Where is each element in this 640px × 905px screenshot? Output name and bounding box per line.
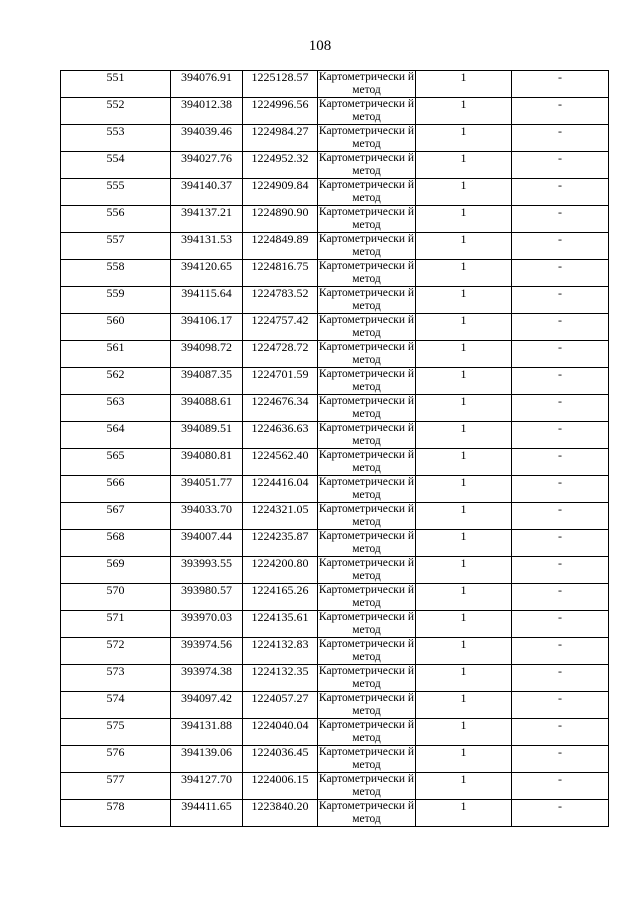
table-row bbox=[61, 665, 609, 692]
precision-cell: 1 bbox=[416, 800, 512, 827]
precision-cell: 1 bbox=[416, 125, 512, 152]
table-row bbox=[61, 449, 609, 476]
precision-cell: 1 bbox=[416, 476, 512, 503]
x-coordinate-cell: 394039.46 bbox=[171, 125, 243, 152]
x-coordinate-cell: 394115.64 bbox=[171, 287, 243, 314]
y-coordinate-cell: 1224996.56 bbox=[243, 98, 318, 125]
table-row bbox=[61, 206, 609, 233]
table-row bbox=[61, 368, 609, 395]
method-cell: Картометрически й метод bbox=[318, 692, 415, 717]
method-cell: Картометрически й метод bbox=[318, 746, 415, 771]
y-coordinate-cell: 1224952.32 bbox=[243, 152, 318, 179]
y-coordinate-cell: 1223840.20 bbox=[243, 800, 318, 827]
note-cell: - bbox=[512, 368, 609, 395]
table-row bbox=[61, 125, 609, 152]
method-cell: Картометрически й метод bbox=[318, 179, 415, 204]
x-coordinate-cell: 394140.37 bbox=[171, 179, 243, 206]
precision-cell: 1 bbox=[416, 71, 512, 98]
table-row bbox=[61, 476, 609, 503]
precision-cell: 1 bbox=[416, 719, 512, 746]
method-cell: Картометрически й метод bbox=[318, 314, 415, 339]
point-number-cell: 551 bbox=[61, 71, 171, 98]
method-cell: Картометрически й метод bbox=[318, 125, 415, 150]
precision-cell: 1 bbox=[416, 368, 512, 395]
method-cell: Картометрически й метод bbox=[318, 557, 415, 582]
point-number-cell: 559 bbox=[61, 287, 171, 314]
table-row bbox=[61, 71, 609, 98]
y-coordinate-cell: 1224416.04 bbox=[243, 476, 318, 503]
note-cell: - bbox=[512, 584, 609, 611]
x-coordinate-cell: 394098.72 bbox=[171, 341, 243, 368]
point-number-cell: 566 bbox=[61, 476, 171, 503]
y-coordinate-cell: 1224636.63 bbox=[243, 422, 318, 449]
x-coordinate-cell: 394127.70 bbox=[171, 773, 243, 800]
x-coordinate-cell: 394089.51 bbox=[171, 422, 243, 449]
table-row bbox=[61, 233, 609, 260]
precision-cell: 1 bbox=[416, 584, 512, 611]
precision-cell: 1 bbox=[416, 179, 512, 206]
y-coordinate-cell: 1224909.84 bbox=[243, 179, 318, 206]
point-number-cell: 577 bbox=[61, 773, 171, 800]
x-coordinate-cell: 394120.65 bbox=[171, 260, 243, 287]
note-cell: - bbox=[512, 152, 609, 179]
point-number-cell: 571 bbox=[61, 611, 171, 638]
note-cell: - bbox=[512, 611, 609, 638]
method-cell: Картометрически й метод bbox=[318, 341, 415, 366]
note-cell: - bbox=[512, 287, 609, 314]
note-cell: - bbox=[512, 314, 609, 341]
table-row bbox=[61, 152, 609, 179]
x-coordinate-cell: 393974.38 bbox=[171, 665, 243, 692]
note-cell: - bbox=[512, 557, 609, 584]
y-coordinate-cell: 1224040.04 bbox=[243, 719, 318, 746]
precision-cell: 1 bbox=[416, 665, 512, 692]
precision-cell: 1 bbox=[416, 638, 512, 665]
method-cell: Картометрически й метод bbox=[318, 71, 415, 96]
table-row bbox=[61, 530, 609, 557]
precision-cell: 1 bbox=[416, 152, 512, 179]
y-coordinate-cell: 1224676.34 bbox=[243, 395, 318, 422]
x-coordinate-cell: 394131.53 bbox=[171, 233, 243, 260]
note-cell: - bbox=[512, 71, 609, 98]
x-coordinate-cell: 394139.06 bbox=[171, 746, 243, 773]
precision-cell: 1 bbox=[416, 233, 512, 260]
precision-cell: 1 bbox=[416, 611, 512, 638]
precision-cell: 1 bbox=[416, 422, 512, 449]
y-coordinate-cell: 1224984.27 bbox=[243, 125, 318, 152]
note-cell: - bbox=[512, 773, 609, 800]
point-number-cell: 558 bbox=[61, 260, 171, 287]
table-row bbox=[61, 773, 609, 800]
x-coordinate-cell: 394137.21 bbox=[171, 206, 243, 233]
note-cell: - bbox=[512, 206, 609, 233]
precision-cell: 1 bbox=[416, 314, 512, 341]
y-coordinate-cell: 1224165.26 bbox=[243, 584, 318, 611]
x-coordinate-cell: 394033.70 bbox=[171, 503, 243, 530]
y-coordinate-cell: 1224849.89 bbox=[243, 233, 318, 260]
point-number-cell: 564 bbox=[61, 422, 171, 449]
precision-cell: 1 bbox=[416, 341, 512, 368]
table-row bbox=[61, 395, 609, 422]
note-cell: - bbox=[512, 395, 609, 422]
method-cell: Картометрически й метод bbox=[318, 449, 415, 474]
point-number-cell: 562 bbox=[61, 368, 171, 395]
point-number-cell: 563 bbox=[61, 395, 171, 422]
table-row bbox=[61, 98, 609, 125]
note-cell: - bbox=[512, 719, 609, 746]
y-coordinate-cell: 1224562.40 bbox=[243, 449, 318, 476]
table-row bbox=[61, 341, 609, 368]
note-cell: - bbox=[512, 665, 609, 692]
note-cell: - bbox=[512, 800, 609, 827]
table-row bbox=[61, 746, 609, 773]
table-row bbox=[61, 611, 609, 638]
y-coordinate-cell: 1224783.52 bbox=[243, 287, 318, 314]
note-cell: - bbox=[512, 476, 609, 503]
method-cell: Картометрически й метод bbox=[318, 422, 415, 447]
method-cell: Картометрически й метод bbox=[318, 395, 415, 420]
table-row bbox=[61, 800, 609, 827]
precision-cell: 1 bbox=[416, 557, 512, 584]
table-row bbox=[61, 287, 609, 314]
method-cell: Картометрически й метод bbox=[318, 773, 415, 798]
note-cell: - bbox=[512, 530, 609, 557]
x-coordinate-cell: 394007.44 bbox=[171, 530, 243, 557]
precision-cell: 1 bbox=[416, 260, 512, 287]
x-coordinate-cell: 394087.35 bbox=[171, 368, 243, 395]
table-row bbox=[61, 314, 609, 341]
method-cell: Картометрически й метод bbox=[318, 152, 415, 177]
x-coordinate-cell: 393970.03 bbox=[171, 611, 243, 638]
method-cell: Картометрически й метод bbox=[318, 584, 415, 609]
method-cell: Картометрически й метод bbox=[318, 719, 415, 744]
method-cell: Картометрически й метод bbox=[318, 800, 415, 825]
method-cell: Картометрически й метод bbox=[318, 611, 415, 636]
method-cell: Картометрически й метод bbox=[318, 665, 415, 690]
point-number-cell: 572 bbox=[61, 638, 171, 665]
note-cell: - bbox=[512, 260, 609, 287]
x-coordinate-cell: 394080.81 bbox=[171, 449, 243, 476]
point-number-cell: 567 bbox=[61, 503, 171, 530]
coordinates-table bbox=[60, 70, 609, 827]
x-coordinate-cell: 394411.65 bbox=[171, 800, 243, 827]
x-coordinate-cell: 394131.88 bbox=[171, 719, 243, 746]
precision-cell: 1 bbox=[416, 746, 512, 773]
table-row bbox=[61, 692, 609, 719]
method-cell: Картометрически й метод bbox=[318, 503, 415, 528]
table-row bbox=[61, 638, 609, 665]
point-number-cell: 552 bbox=[61, 98, 171, 125]
x-coordinate-cell: 394051.77 bbox=[171, 476, 243, 503]
note-cell: - bbox=[512, 125, 609, 152]
y-coordinate-cell: 1224132.35 bbox=[243, 665, 318, 692]
point-number-cell: 560 bbox=[61, 314, 171, 341]
note-cell: - bbox=[512, 449, 609, 476]
table-row bbox=[61, 179, 609, 206]
x-coordinate-cell: 394027.76 bbox=[171, 152, 243, 179]
precision-cell: 1 bbox=[416, 773, 512, 800]
method-cell: Картометрически й метод bbox=[318, 476, 415, 501]
method-cell: Картометрически й метод bbox=[318, 638, 415, 663]
method-cell: Картометрически й метод bbox=[318, 260, 415, 285]
point-number-cell: 553 bbox=[61, 125, 171, 152]
precision-cell: 1 bbox=[416, 98, 512, 125]
table-row bbox=[61, 503, 609, 530]
x-coordinate-cell: 394097.42 bbox=[171, 692, 243, 719]
precision-cell: 1 bbox=[416, 530, 512, 557]
y-coordinate-cell: 1224816.75 bbox=[243, 260, 318, 287]
x-coordinate-cell: 394088.61 bbox=[171, 395, 243, 422]
table-row bbox=[61, 557, 609, 584]
point-number-cell: 576 bbox=[61, 746, 171, 773]
precision-cell: 1 bbox=[416, 287, 512, 314]
point-number-cell: 568 bbox=[61, 530, 171, 557]
x-coordinate-cell: 393980.57 bbox=[171, 584, 243, 611]
y-coordinate-cell: 1224701.59 bbox=[243, 368, 318, 395]
point-number-cell: 555 bbox=[61, 179, 171, 206]
x-coordinate-cell: 393993.55 bbox=[171, 557, 243, 584]
note-cell: - bbox=[512, 422, 609, 449]
point-number-cell: 556 bbox=[61, 206, 171, 233]
y-coordinate-cell: 1224235.87 bbox=[243, 530, 318, 557]
point-number-cell: 557 bbox=[61, 233, 171, 260]
table-row bbox=[61, 260, 609, 287]
point-number-cell: 575 bbox=[61, 719, 171, 746]
method-cell: Картометрически й метод bbox=[318, 206, 415, 231]
method-cell: Картометрически й метод bbox=[318, 368, 415, 393]
y-coordinate-cell: 1224890.90 bbox=[243, 206, 318, 233]
y-coordinate-cell: 1224728.72 bbox=[243, 341, 318, 368]
point-number-cell: 565 bbox=[61, 449, 171, 476]
y-coordinate-cell: 1224200.80 bbox=[243, 557, 318, 584]
point-number-cell: 574 bbox=[61, 692, 171, 719]
method-cell: Картометрически й метод bbox=[318, 233, 415, 258]
point-number-cell: 573 bbox=[61, 665, 171, 692]
table-row bbox=[61, 719, 609, 746]
y-coordinate-cell: 1224757.42 bbox=[243, 314, 318, 341]
x-coordinate-cell: 393974.56 bbox=[171, 638, 243, 665]
y-coordinate-cell: 1224135.61 bbox=[243, 611, 318, 638]
point-number-cell: 569 bbox=[61, 557, 171, 584]
x-coordinate-cell: 394012.38 bbox=[171, 98, 243, 125]
point-number-cell: 578 bbox=[61, 800, 171, 827]
note-cell: - bbox=[512, 98, 609, 125]
point-number-cell: 570 bbox=[61, 584, 171, 611]
precision-cell: 1 bbox=[416, 206, 512, 233]
y-coordinate-cell: 1224036.45 bbox=[243, 746, 318, 773]
precision-cell: 1 bbox=[416, 395, 512, 422]
note-cell: - bbox=[512, 179, 609, 206]
method-cell: Картометрически й метод bbox=[318, 287, 415, 312]
y-coordinate-cell: 1224057.27 bbox=[243, 692, 318, 719]
table-row bbox=[61, 422, 609, 449]
note-cell: - bbox=[512, 746, 609, 773]
page-number: 108 bbox=[308, 38, 332, 54]
table-row bbox=[61, 584, 609, 611]
y-coordinate-cell: 1225128.57 bbox=[243, 71, 318, 98]
y-coordinate-cell: 1224006.15 bbox=[243, 773, 318, 800]
point-number-cell: 561 bbox=[61, 341, 171, 368]
note-cell: - bbox=[512, 692, 609, 719]
method-cell: Картометрически й метод bbox=[318, 98, 415, 123]
x-coordinate-cell: 394106.17 bbox=[171, 314, 243, 341]
point-number-cell: 554 bbox=[61, 152, 171, 179]
precision-cell: 1 bbox=[416, 692, 512, 719]
x-coordinate-cell: 394076.91 bbox=[171, 71, 243, 98]
note-cell: - bbox=[512, 638, 609, 665]
coordinates-table-body bbox=[61, 71, 609, 827]
precision-cell: 1 bbox=[416, 503, 512, 530]
precision-cell: 1 bbox=[416, 449, 512, 476]
method-cell: Картометрически й метод bbox=[318, 530, 415, 555]
y-coordinate-cell: 1224321.05 bbox=[243, 503, 318, 530]
note-cell: - bbox=[512, 503, 609, 530]
note-cell: - bbox=[512, 341, 609, 368]
note-cell: - bbox=[512, 233, 609, 260]
y-coordinate-cell: 1224132.83 bbox=[243, 638, 318, 665]
